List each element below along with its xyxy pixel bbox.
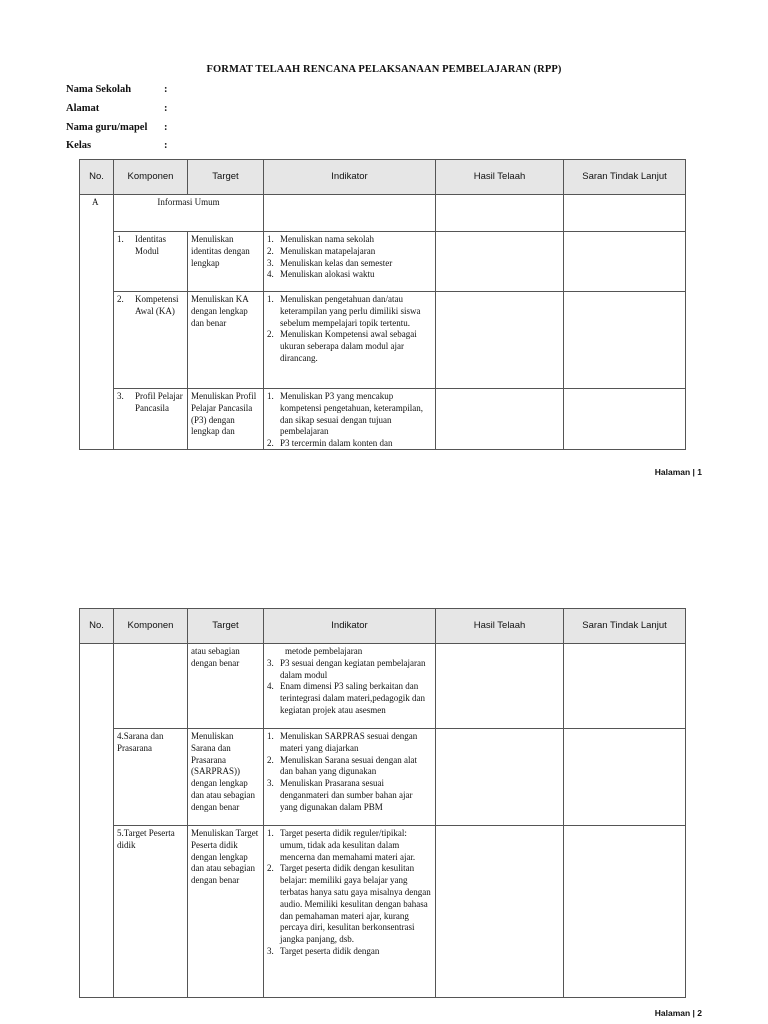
- table-row: [80, 644, 686, 729]
- cell-hasil-telaah[interactable]: [436, 826, 564, 998]
- cell-indikator: [264, 232, 436, 292]
- field-label: Nama guru/mapel: [66, 122, 148, 133]
- list-item: 1. Menuliskan P3 yang mencakup kompetensi pengetahuan, keterampilan, dan sikap sesuai dengan tujuan pembelajaran: [267, 391, 423, 437]
- cell-saran[interactable]: [564, 644, 686, 729]
- table-row: [80, 292, 686, 389]
- cell-no: [80, 644, 114, 998]
- list-item: 1. Menuliskan nama sekolah: [267, 234, 374, 244]
- col-header-hasil-telaah: Hasil Telaah: [436, 160, 564, 195]
- page-number-1: Halaman | 1: [654, 467, 702, 477]
- cell-target: Menuliskan Sarana dan Prasarana (SARPRAS)) dengan lengkap dan atau sebagian dengan benar: [188, 729, 264, 826]
- cell-hasil-telaah[interactable]: [436, 644, 564, 729]
- cell-hasil-telaah[interactable]: [436, 292, 564, 389]
- field-nama-guru: [66, 122, 168, 133]
- cell-komponen: [114, 292, 188, 389]
- col-header-target: Target: [188, 609, 264, 644]
- field-alamat: [66, 103, 168, 114]
- list-item: 2. Menuliskan Sarana sesuai dengan alat dan bahan yang digunakan: [267, 754, 417, 777]
- cell-target: atau sebagian dengan benar: [188, 644, 264, 729]
- cell-hasil-telaah[interactable]: [436, 729, 564, 826]
- table-header-row: [80, 160, 686, 195]
- page-number-2: Halaman | 2: [654, 1008, 702, 1018]
- list-item: 1. Menuliskan pengetahuan dan/atau keterampilan yang perlu dimiliki siswa sebelum mempelajari topik tertentu.: [267, 294, 421, 328]
- list-item: 3. Menuliskan kelas dan semester: [267, 257, 393, 268]
- cell-saran[interactable]: [564, 826, 686, 998]
- field-sep: :: [164, 84, 168, 95]
- komponen-number: 2.: [117, 294, 124, 304]
- cell-hasil-telaah[interactable]: [436, 195, 564, 232]
- field-sep: :: [164, 122, 168, 133]
- list-item: 2. Menuliskan matapelajaran: [267, 245, 376, 256]
- komponen-number: 3.: [117, 391, 124, 401]
- list-item: 4. Menuliskan alokasi waktu: [267, 269, 375, 280]
- komponen-label: Identitas Modul: [135, 234, 166, 256]
- col-header-komponen: Komponen: [114, 160, 188, 195]
- col-header-komponen: Komponen: [114, 609, 188, 644]
- field-sep: :: [164, 103, 168, 114]
- cell-hasil-telaah[interactable]: [436, 389, 564, 450]
- col-header-hasil-telaah: Hasil Telaah: [436, 609, 564, 644]
- komponen-label: Kompetensi Awal (KA): [135, 294, 179, 316]
- cell-saran[interactable]: [564, 389, 686, 450]
- cell-komponen: [114, 644, 188, 729]
- telaah-table-page-1: [79, 159, 686, 450]
- list-item: 1. Target peserta didik reguler/tipikal: umum, tidak ada kesulitan dalam mencerna dan memahami materi ajar.: [267, 828, 416, 862]
- cell-saran[interactable]: [564, 292, 686, 389]
- cell-target: Menuliskan Target Peserta didik dengan lengkap dan atau sebagian dengan benar: [188, 826, 264, 998]
- cell-indikator: [264, 644, 436, 729]
- list-item: 1. Menuliskan SARPRAS sesuai dengan materi yang diajarkan: [267, 731, 418, 753]
- table-row: [80, 729, 686, 826]
- cell-saran[interactable]: [564, 729, 686, 826]
- col-header-no: No.: [80, 160, 114, 195]
- cell-empty: [264, 195, 436, 232]
- col-header-target: Target: [188, 160, 264, 195]
- col-header-saran: Saran Tindak Lanjut: [564, 160, 686, 195]
- list-item: 3. Menuliskan Prasarana sesuai denganmateri dan sumber bahan ajar yang digunakan dalam PBM: [267, 778, 413, 812]
- list-item: 3. Target peserta didik dengan: [267, 945, 380, 956]
- field-label: Kelas: [66, 140, 92, 151]
- komponen-number: 1.: [117, 234, 124, 244]
- list-item: 2. Menuliskan Kompetensi awal sebagai ukuran seberapa dalam modul ajar dirancang.: [267, 329, 417, 363]
- section-no: A: [80, 195, 114, 450]
- cell-saran[interactable]: [564, 232, 686, 292]
- cell-indikator: [264, 292, 436, 389]
- cell-komponen: 4.Sarana dan Prasarana: [114, 729, 188, 826]
- cell-indikator: [264, 389, 436, 450]
- table-row: [80, 232, 686, 292]
- cell-komponen: 5.Target Peserta didik: [114, 826, 188, 998]
- field-label: Alamat: [66, 103, 100, 114]
- table-header-row: [80, 609, 686, 644]
- page-title: FORMAT TELAAH RENCANA PELAKSANAAN PEMBELAJARAN (RPP): [206, 64, 562, 75]
- field-label: Nama Sekolah: [66, 84, 132, 95]
- telaah-table-page-2: [79, 608, 686, 998]
- cell-hasil-telaah[interactable]: [436, 232, 564, 292]
- list-item: 2. Target peserta didik dengan kesulitan belajar: memiliki gaya belajar yang terbatas hanya satu gaya misalnya dengan audio. Memiliki kesulitan dengan bahasa dan pemahaman materi ajar, kurang percaya diri, kesulitan berkonsentrasi jangka panjang, dsb.: [267, 863, 431, 945]
- field-kelas: [66, 140, 168, 151]
- col-header-indikator: Indikator: [264, 609, 436, 644]
- list-item: 2. P3 tercermin dalam konten dan: [267, 438, 393, 446]
- col-header-saran: Saran Tindak Lanjut: [564, 609, 686, 644]
- cell-target: Menuliskan identitas dengan lengkap: [188, 232, 264, 292]
- cell-komponen: [114, 232, 188, 292]
- field-sep: :: [164, 140, 168, 151]
- list-item-continued: metode pembelajaran: [285, 646, 363, 656]
- field-nama-sekolah: [66, 84, 168, 95]
- cell-target: Menuliskan Profil Pelajar Pancasila (P3) dengan lengkap dan: [188, 389, 264, 450]
- cell-saran[interactable]: [564, 195, 686, 232]
- cell-komponen: [114, 389, 188, 450]
- table-row: [80, 389, 686, 450]
- section-row: [80, 195, 686, 232]
- list-item: 3. P3 sesuai dengan kegiatan pembelajaran dalam modul: [267, 657, 426, 680]
- col-header-indikator: Indikator: [264, 160, 436, 195]
- list-item: 4. Enam dimensi P3 saling berkaitan dan terintegrasi dalam materi,pedagogik dan kegiatan projek atau asesmen: [267, 681, 425, 715]
- komponen-label: Profil Pelajar Pancasila: [135, 391, 183, 413]
- cell-indikator: [264, 826, 436, 998]
- table-row: [80, 826, 686, 998]
- cell-indikator: [264, 729, 436, 826]
- section-title: Informasi Umum: [114, 195, 264, 232]
- col-header-no: No.: [80, 609, 114, 644]
- cell-target: Menuliskan KA dengan lengkap dan benar: [188, 292, 264, 389]
